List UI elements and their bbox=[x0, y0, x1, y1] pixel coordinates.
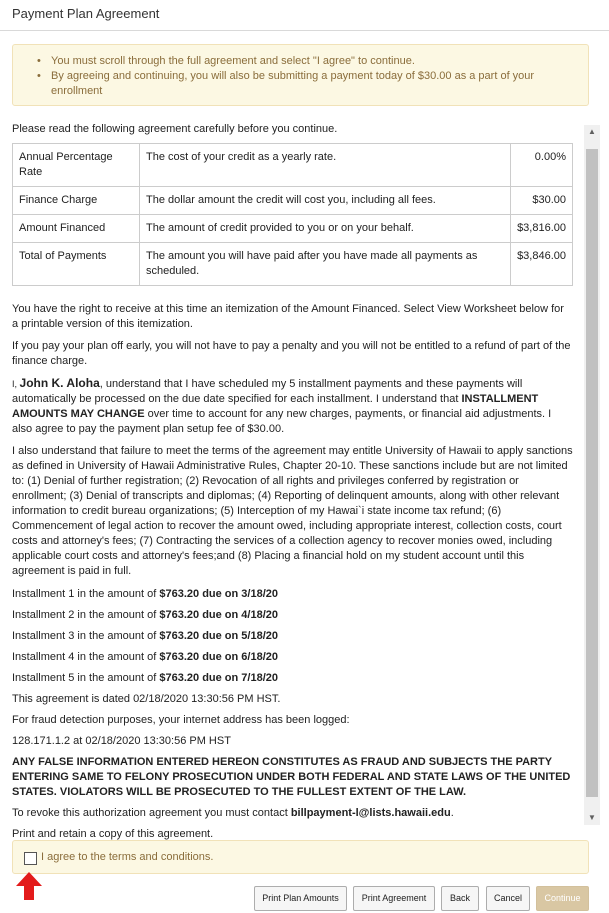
table-row bbox=[13, 144, 573, 187]
revoke-email-link[interactable]: billpayment-l@lists.hawaii.edu bbox=[290, 807, 451, 819]
window-title: Payment Plan Agreement bbox=[12, 6, 160, 21]
table-cell-desc: The cost of your credit as a yearly rate. bbox=[140, 144, 511, 187]
continue-button[interactable]: Continue bbox=[536, 886, 589, 911]
table-cell-label: Finance Charge bbox=[13, 187, 140, 215]
installment-line bbox=[12, 587, 573, 602]
agreement-intro: Please read the following agreement carefully before you continue. bbox=[12, 123, 338, 135]
print-retain-paragraph: Print and retain a copy of this agreement. bbox=[12, 828, 214, 840]
installment-detail: $763.20 due on 6/18/20 bbox=[159, 651, 279, 663]
installment-prefix: Installment 5 in the amount of bbox=[12, 672, 160, 684]
notice-list bbox=[37, 54, 577, 99]
itemization-paragraph: You have the right to receive at this time an itemization of the Amount Financed. Select View Worksheet below for a printable version of this itemization. bbox=[12, 303, 564, 330]
installment-prefix: Installment 3 in the amount of bbox=[12, 630, 160, 642]
installment-detail: $763.20 due on 5/18/20 bbox=[159, 630, 279, 642]
installment-line bbox=[12, 608, 573, 623]
scrollbar-thumb[interactable] bbox=[586, 149, 598, 797]
understanding-pre: I, bbox=[12, 379, 20, 389]
understanding-paragraph bbox=[12, 376, 573, 437]
agree-box bbox=[12, 840, 589, 874]
scroll-down-arrow-icon[interactable]: ▼ bbox=[588, 813, 596, 822]
table-cell-desc: The amount you will have paid after you have made all payments as scheduled. bbox=[140, 243, 511, 286]
back-button[interactable]: Back bbox=[441, 886, 479, 911]
payoff-paragraph: If you pay your plan off early, you will not have to pay a penalty and you will not be entitled to a refund of part of the finance charge. bbox=[12, 340, 571, 367]
borrower-name: John K. Aloha bbox=[19, 376, 100, 390]
title-bar bbox=[0, 0, 609, 31]
table-row bbox=[13, 243, 573, 286]
table-cell-desc: The dollar amount the credit will cost you, including all fees. bbox=[140, 187, 511, 215]
table-cell-value: $3,846.00 bbox=[511, 243, 573, 286]
dated-paragraph: This agreement is dated 02/18/2020 13:30:56 PM HST. bbox=[12, 693, 281, 705]
agreement-scrollbar[interactable] bbox=[584, 125, 600, 825]
understanding-post: over time to account for any new charges, payments, or financial aid adjustments. I also agree to pay the payment plan setup fee of $30.00. bbox=[12, 408, 552, 435]
agree-checkbox[interactable] bbox=[24, 852, 37, 865]
installment-line bbox=[12, 629, 573, 644]
notice-box bbox=[12, 44, 589, 106]
print-plan-amounts-button[interactable]: Print Plan Amounts bbox=[254, 886, 347, 911]
installment-prefix: Installment 1 in the amount of bbox=[12, 588, 160, 600]
understanding-mid: , understand that I have scheduled my 5 installment payments and these payments will automatically be processed on the due date specified for each installment. I understand that bbox=[12, 378, 523, 405]
print-agreement-button[interactable]: Print Agreement bbox=[353, 886, 435, 911]
installment-prefix: Installment 2 in the amount of bbox=[12, 609, 160, 621]
notice-item: • You must scroll through the full agreement and select "I agree" to continue. bbox=[37, 54, 577, 69]
red-up-arrow-icon bbox=[15, 871, 43, 901]
installment-detail: $763.20 due on 3/18/20 bbox=[159, 588, 279, 600]
agree-label[interactable]: I agree to the terms and conditions. bbox=[41, 851, 214, 863]
disclosure-table bbox=[12, 143, 573, 286]
table-cell-label: Amount Financed bbox=[13, 215, 140, 243]
installment-detail: $763.20 due on 7/18/20 bbox=[159, 672, 279, 684]
table-cell-value: 0.00% bbox=[511, 144, 573, 187]
installment-detail: $763.20 due on 4/18/20 bbox=[159, 609, 279, 621]
installment-prefix: Installment 4 in the amount of bbox=[12, 651, 160, 663]
table-cell-desc: The amount of credit provided to you or on your behalf. bbox=[140, 215, 511, 243]
table-cell-value: $3,816.00 bbox=[511, 215, 573, 243]
installment-line bbox=[12, 650, 573, 665]
table-cell-value: $30.00 bbox=[511, 187, 573, 215]
table-row bbox=[13, 187, 573, 215]
revoke-end: . bbox=[450, 807, 454, 819]
notice-item: • By agreeing and continuing, you will also be submitting a payment today of $30.00 as a part of your enrollment bbox=[37, 69, 577, 99]
revoke-paragraph bbox=[12, 806, 573, 821]
revoke-text: To revoke this authorization agreement you must contact bbox=[12, 807, 291, 819]
installment-line bbox=[12, 671, 573, 686]
ip-log-line: 128.171.1.2 at 02/18/2020 13:30:56 PM HST bbox=[12, 735, 231, 747]
installment-change-notice: INSTALLMENT AMOUNTS MAY CHANGE bbox=[12, 393, 539, 420]
fraud-warning: ANY FALSE INFORMATION ENTERED HEREON CONSTITUTES AS FRAUD AND SUBJECTS THE PARTY ENTERING SAME TO FELONY PROSECUTION UNDER BOTH FEDERAL AND STATE LAWS OF THE UNITED STATES. VIOLATORS WILL BE PROSECUTED TO THE FULLEST EXTENT OF THE LAW. bbox=[12, 756, 571, 798]
table-cell-label: Annual Percentage Rate bbox=[13, 144, 140, 187]
table-row bbox=[13, 215, 573, 243]
sanctions-paragraph: I also understand that failure to meet the terms of the agreement may entitle University of Hawaii to apply sanctions as defined in University of Hawaii Administrative Rules, Chapter 20-10. These sanctions include but are not limited to: (1) Denial of further registration; (2) Revocation of all rights and privileges conferred by registration or enrollment; (3) Denial of transcripts and diplomas; (4) Reporting of delinquent amounts, along with other relevant information to credit bureau organizations; (5) Interception of my Hawai`i state income tax refund; (6) Commencement of legal action to recover the amount owed, including appropriate interest, collection costs, court costs and attorney's fees; (7) Contracting the services of a collection agency to recover monies owed, including applicable court costs and attorney's fees;and (8) Placing a financial hold on my student account until this agreement is paid in full. bbox=[12, 445, 573, 577]
agreement-scroll-area[interactable] bbox=[0, 118, 609, 840]
agreement-content bbox=[12, 118, 573, 842]
scroll-up-arrow-icon[interactable]: ▲ bbox=[588, 127, 596, 136]
table-cell-label: Total of Payments bbox=[13, 243, 140, 286]
fraud-paragraph: For fraud detection purposes, your internet address has been logged: bbox=[12, 714, 350, 726]
cancel-button[interactable]: Cancel bbox=[486, 886, 530, 911]
